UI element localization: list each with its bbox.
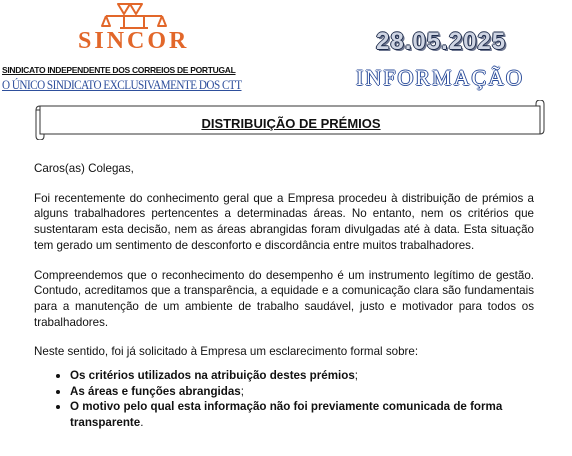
organization-full-name: SINDICATO INDEPENDENTE DOS CORREIOS DE PORTUGAL	[2, 65, 236, 75]
list-item: As áreas e funções abrangidas;	[70, 384, 534, 400]
letter-body	[34, 161, 534, 431]
bullet-icon	[56, 390, 60, 394]
request-list	[34, 368, 534, 431]
section-heading: INFORMAÇÃO	[356, 65, 524, 90]
document-date: 28.05.2025	[376, 28, 507, 55]
banner-title: DISTRIBUIÇÃO DE PRÉMIOS	[201, 116, 381, 131]
scales-of-justice-icon	[100, 2, 170, 30]
paragraph: Compreendemos que o reconhecimento do desempenho é um instrumento legítimo de gestão. Contudo, acreditamos que a transparência, a equidade e a comunicação clara são fundamentais para a manutenção de um ambiente de trabalho saudável, justo e motivador para todos os trabalhadores.	[34, 268, 534, 329]
paragraph: Neste sentido, foi já solicitado à Empresa um esclarecimento formal sobre:	[34, 345, 419, 359]
greeting: Caros(as) Colegas,	[34, 162, 134, 175]
brand-name: SINCOR	[78, 28, 190, 54]
tagline: O ÚNICO SINDICATO EXCLUSIVAMENTE DOS CTT	[2, 77, 242, 92]
list-item: O motivo pelo qual esta informação não foi previamente comunicada de forma transparente.	[70, 399, 534, 430]
list-item: Os critérios utilizados na atribuição destes prémios;	[70, 368, 534, 384]
bullet-icon	[56, 374, 60, 378]
paragraph: Foi recentemente do conhecimento geral que a Empresa procedeu à distribuição de prémios a alguns trabalhadores pertencentes a determinadas áreas. No entanto, nem os critérios que sustentaram esta decisão, nem as áreas abrangidas foram divulgadas até à data. Esta situação tem gerado um sentimento de desconforto e discordância entre muitos trabalhadores.	[34, 191, 534, 252]
bullet-icon	[56, 405, 60, 409]
